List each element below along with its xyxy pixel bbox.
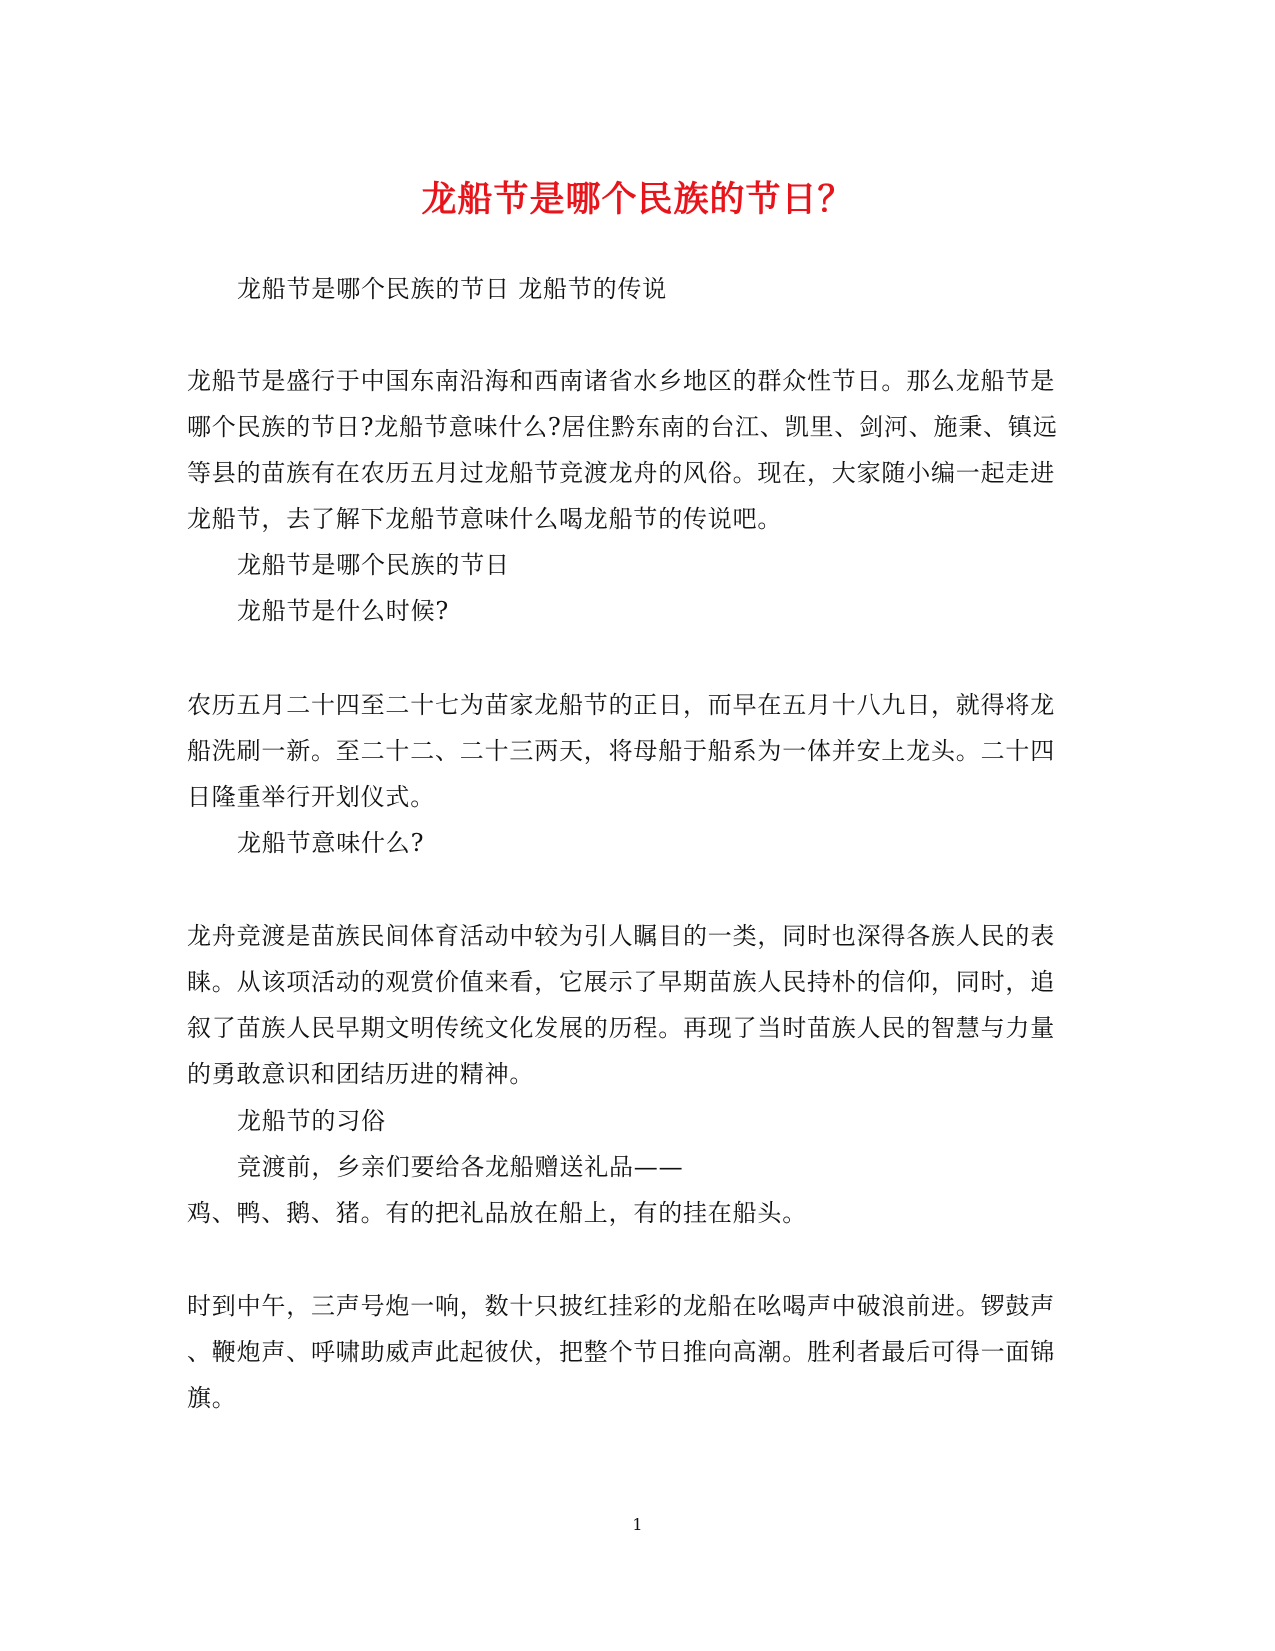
document-title: 龙船节是哪个民族的节日？ <box>421 179 854 220</box>
section-heading: 龙船节意味什么? <box>237 829 425 857</box>
paragraph-line: 睐。从该项活动的观赏价值来看，它展示了早期苗族人民持朴的信仰，同时，追 <box>187 968 1055 996</box>
paragraph-line: 农历五月二十四至二十七为苗家龙船节的正日，而早在五月十八九日，就得将龙 <box>187 691 1055 719</box>
paragraph-line: 旗。 <box>187 1384 237 1412</box>
section-heading: 龙船节是什么时候? <box>237 597 450 625</box>
section-heading: 龙船节是哪个民族的节日 <box>237 551 510 579</box>
paragraph-line: 龙船节是盛行于中国东南沿海和西南诸省水乡地区的群众性节日。那么龙船节是 <box>187 367 1055 395</box>
paragraph-line: 的勇敢意识和团结历进的精神。 <box>187 1060 535 1088</box>
paragraph-line: 叙了苗族人民早期文明传统文化发展的历程。再现了当时苗族人民的智慧与力量 <box>187 1014 1055 1042</box>
subtitle-line: 龙船节是哪个民族的节日 龙船节的传说 <box>237 275 668 303</box>
paragraph-line: 日隆重举行开划仪式。 <box>187 783 435 811</box>
paragraph-line: 鸡、鸭、鹅、猪。有的把礼品放在船上，有的挂在船头。 <box>187 1199 807 1227</box>
paragraph-line: 哪个民族的节日?龙船节意味什么?居住黔东南的台江、凯里、剑河、施秉、镇远 <box>187 413 1058 441</box>
paragraph-line: 等县的苗族有在农历五月过龙船节竞渡龙舟的风俗。现在，大家随小编一起走进 <box>187 459 1055 487</box>
paragraph-line: 竞渡前，乡亲们要给各龙船赠送礼品—— <box>237 1153 684 1181</box>
paragraph-line: 、鞭炮声、呼啸助威声此起彼伏，把整个节日推向高潮。胜利者最后可得一面锦 <box>187 1338 1055 1366</box>
page-number: 1 <box>632 1515 643 1534</box>
paragraph-line: 龙船节，去了解下龙船节意味什么喝龙船节的传说吧。 <box>187 505 783 533</box>
paragraph-line: 时到中午，三声号炮一响，数十只披红挂彩的龙船在吆喝声中破浪前进。锣鼓声 <box>187 1292 1055 1320</box>
section-heading: 龙船节的习俗 <box>237 1107 386 1135</box>
paragraph-line: 船洗刷一新。至二十二、二十三两天，将母船于船系为一体并安上龙头。二十四 <box>187 737 1055 765</box>
paragraph-line: 龙舟竞渡是苗族民间体育活动中较为引人瞩目的一类，同时也深得各族人民的表 <box>187 922 1055 950</box>
